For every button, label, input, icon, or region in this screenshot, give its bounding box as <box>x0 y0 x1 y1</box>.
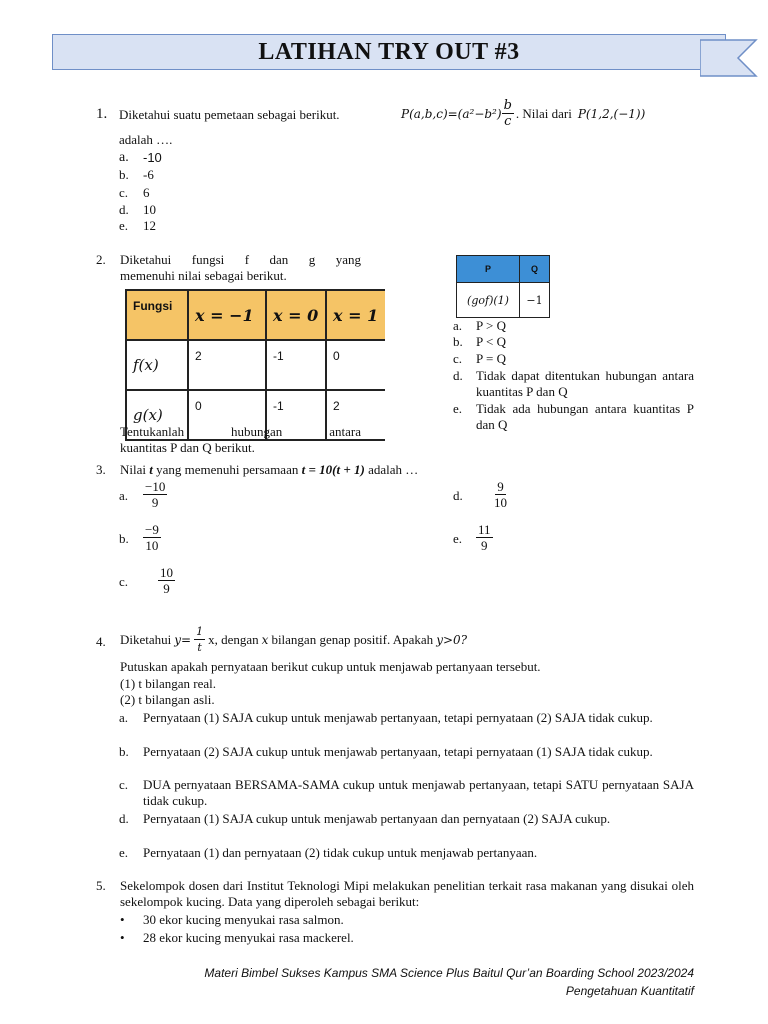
q3-a-num: −10 <box>145 479 166 494</box>
q3-opt-c-label: c. <box>119 574 129 589</box>
q2-after1: Tentukanlah hubungan antara <box>120 424 361 439</box>
q4-stem <box>120 624 467 655</box>
q3-number: 3. <box>96 462 106 477</box>
q2-line1: Diketahui fungsi f dan g yang <box>120 252 361 267</box>
pq-table <box>456 255 550 318</box>
q2-number: 2. <box>96 252 106 267</box>
q3-c-den: 9 <box>163 581 170 596</box>
function-table <box>125 289 385 441</box>
q1-number: 1. <box>96 106 108 122</box>
q1-frac-num: b <box>503 98 512 113</box>
q4-s2: (2) t bilangan asli. <box>120 692 215 707</box>
f-0: -1 <box>266 340 326 390</box>
q2-opt-c: P = Q <box>476 351 506 366</box>
bullet-icon: • <box>120 912 125 927</box>
q4-opt-a: Pernyataan (1) SAJA cukup untuk menjawab pertanyaan, tetapi pernyataan (2) SAJA tidak cukup. <box>143 710 653 725</box>
q3-d-num: 9 <box>497 479 504 494</box>
q4-y-eq: y= <box>174 632 192 647</box>
banner-arrow-decoration <box>700 38 760 78</box>
q4-opt-c: DUA pernyataan BERSAMA-SAMA cukup untuk menjawab pertanyaan, tetapi SATU pernyataan SAJA tidak cukup. <box>143 777 694 808</box>
q1-tail: . Nilai dari <box>515 105 572 121</box>
q3-pre: Nilai <box>120 462 146 477</box>
function-table-header: Fungsi <box>126 290 188 340</box>
q2-opt-e-label: e. <box>453 401 463 416</box>
footer-line1: Materi Bimbel Sukses Kampus SMA Science Plus Baitul Qur’an Boarding School 2023/2024 <box>204 966 694 980</box>
q4-line2: Putuskan apakah pernyataan berikut cukup untuk menjawab pertanyaan tersebut. <box>120 659 541 674</box>
q4-text-x: x, dengan <box>208 631 259 647</box>
q1-opt-e: 12 <box>143 218 156 233</box>
q2-opt-d-label: d. <box>453 368 463 383</box>
q3-opt-e-label: e. <box>453 531 463 546</box>
col-x-0: x = 0 <box>266 290 326 340</box>
q2-after2: kuantitas P dan Q berikut. <box>120 440 255 455</box>
col-x-neg1: x = −1 <box>188 290 266 340</box>
q1-formula <box>401 98 645 129</box>
g-neg1: 0 <box>188 390 266 440</box>
q4-number: 4. <box>96 634 106 649</box>
g-1: 2 <box>326 390 385 440</box>
q3-opt-e <box>476 522 493 553</box>
q4-frac-num: 1 <box>196 625 204 638</box>
q3-opt-b-label: b. <box>119 531 129 546</box>
q4-s1: (1) t bilangan real. <box>120 676 217 691</box>
q3-equation: t = 10(t + 1) <box>301 462 365 477</box>
q3-post: adalah … <box>368 462 419 477</box>
q3-b-den: 10 <box>145 538 159 553</box>
q2-opt-c-label: c. <box>453 351 463 366</box>
q4-pre: Diketahui <box>120 631 172 647</box>
q4-opt-d: Pernyataan (1) SAJA cukup untuk menjawab pertanyaan dan pernyataan (2) SAJA cukup. <box>143 811 611 826</box>
q1-value-expr: P(1,2,(−1)) <box>577 106 646 121</box>
q1-opt-b-label: b. <box>119 167 129 182</box>
q1-opt-e-label: e. <box>119 218 129 233</box>
q4-mid: bilangan genap positif. Apakah <box>271 631 434 647</box>
q1-frac-den: c <box>504 114 512 129</box>
q3-opt-a <box>143 479 167 510</box>
q3-opt-d <box>492 479 509 510</box>
pq-q-value: −1 <box>520 283 550 318</box>
row-g: g(x) <box>126 390 188 440</box>
q1-opt-a: -10 <box>143 150 162 165</box>
q3-opt-b <box>143 522 161 553</box>
q2-opt-a-label: a. <box>453 318 463 333</box>
q1-fraction <box>502 98 514 129</box>
q5-number: 5. <box>96 878 106 893</box>
q3-opt-d-label: d. <box>453 488 463 503</box>
row-f: f(x) <box>126 340 188 390</box>
pq-p-value: (gof)(1) <box>457 283 520 318</box>
q3-e-num: 11 <box>478 522 491 537</box>
q1-opt-c-label: c. <box>119 185 129 200</box>
q5-bullet-1: 30 ekor kucing menyukai rasa salmon. <box>143 912 344 927</box>
title-banner <box>52 34 726 70</box>
q3-var: t <box>149 462 153 477</box>
q2-opt-d: Tidak dapat ditentukan hubungan antara kuantitas P dan Q <box>476 368 694 399</box>
q3-e-den: 9 <box>481 538 488 553</box>
q1-opt-d: 10 <box>143 202 156 217</box>
bullet-icon: • <box>120 930 125 945</box>
q3-opt-c <box>158 565 175 596</box>
q4-var-x: x <box>261 632 269 647</box>
g-0: -1 <box>266 390 326 440</box>
q2-line2: memenuhi nilai sebagai berikut. <box>120 268 287 283</box>
page-title: LATIHAN TRY OUT #3 <box>258 38 520 65</box>
pq-head-q: Q <box>520 256 550 283</box>
q3-mid: yang memenuhi persamaan <box>156 462 299 477</box>
q2-opt-a: P > Q <box>476 318 506 333</box>
q2-opt-b: P < Q <box>476 334 506 349</box>
q4-opt-e: Pernyataan (1) dan pernyataan (2) tidak cukup untuk menjawab pertanyaan. <box>143 845 538 860</box>
q4-opt-e-label: e. <box>119 845 129 860</box>
q1-cont: adalah …. <box>119 132 173 147</box>
q4-opt-b-label: b. <box>119 744 129 759</box>
f-1: 0 <box>326 340 385 390</box>
q3-b-num: −9 <box>145 522 159 537</box>
q1-opt-d-label: d. <box>119 202 129 217</box>
q1-opt-a-label: a. <box>119 150 129 165</box>
q4-fraction <box>194 624 205 655</box>
q4-opt-d-label: d. <box>119 811 129 826</box>
f-neg1: 2 <box>188 340 266 390</box>
q3-opt-a-label: a. <box>119 488 129 503</box>
q2-opt-e: Tidak ada hubungan antara kuantitas P dan Q <box>476 401 694 432</box>
q5-bullet-2: 28 ekor kucing menyukai rasa mackerel. <box>143 930 354 945</box>
q1-opt-c: 6 <box>143 185 150 200</box>
footer-line2: Pengetahuan Kuantitatif <box>565 984 694 998</box>
q1-formula-main: P(a,b,c)=(a²−b²) <box>401 106 502 121</box>
q2-opt-b-label: b. <box>453 334 463 349</box>
q3-d-den: 10 <box>494 495 507 510</box>
q3-c-num: 10 <box>160 565 173 580</box>
q5-text: Sekelompok dosen dari Institut Teknologi Mipi melakukan penelitian terkait rasa makanan yang disukai oleh sekelompok kucing. Data yang diperoleh sebagai berikut: <box>120 878 694 909</box>
q1-opt-b: -6 <box>143 167 154 182</box>
pq-head-p: P <box>457 256 520 283</box>
q4-cond: y>0? <box>436 632 468 647</box>
q3-stem <box>120 462 418 478</box>
q4-frac-den: t <box>197 641 202 654</box>
q3-a-den: 9 <box>151 495 159 510</box>
q4-opt-b: Pernyataan (2) SAJA cukup untuk menjawab pertanyaan, tetapi pernyataan (1) SAJA tidak cukup. <box>143 744 653 759</box>
q4-opt-a-label: a. <box>119 710 129 725</box>
q4-opt-c-label: c. <box>119 777 129 792</box>
q1-stem: Diketahui suatu pemetaan sebagai berikut. <box>119 107 340 122</box>
q1-text <box>119 107 340 123</box>
col-x-1: x = 1 <box>326 290 385 340</box>
